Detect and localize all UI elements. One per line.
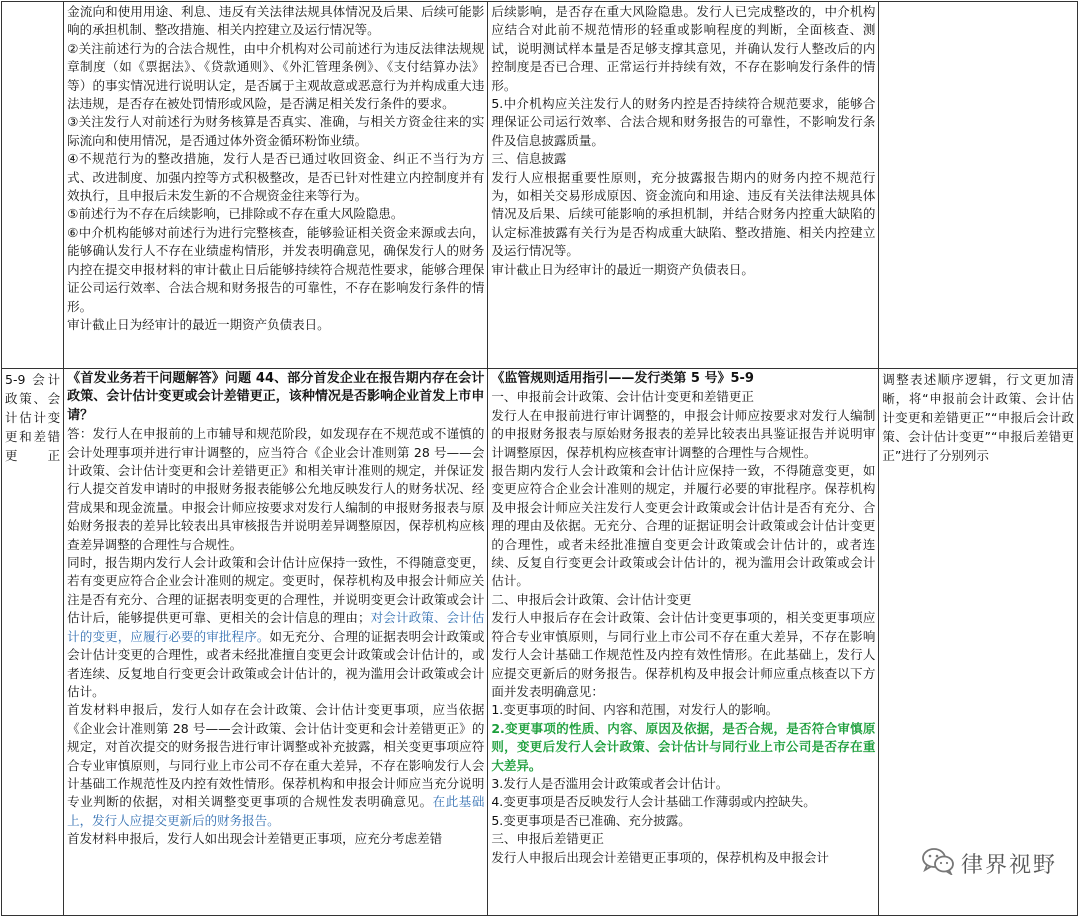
cell-heading: 《监管规则适用指引——发行类第 5 号》5-9	[491, 371, 754, 386]
paragraph: 发行人应根据重要性原则，充分披露报告期内的财务内控不规范行为，如相关交易形成原因、资金流向和用途、违反有关法律法规具体情况及后果、后续可能影响的承担机制，并结合财务内控重大缺陷的认定标准披露有关行为是否构成重大缺陷、整改措施、相关内控建立及运行情况等。	[491, 169, 876, 259]
table-row	[2, 369, 1078, 916]
table-row	[2, 2, 1078, 369]
paragraph: ②关注前述行为的合法合规性，由中介机构对公司前述行为违反法律法规规章制度（如《票据法》、《贷款通则》、《外汇管理条例》、《支付结算办法》等）的事实情况进行说明认定，是否属于主观故意或恶意行为并构成重大违法违规，是否存在被处罚情形或风险，是否满足相关发行条件的要求。	[67, 40, 485, 112]
paragraph	[67, 701, 484, 830]
comparison-table	[1, 1, 1078, 916]
paragraph: 审计截止日为经审计的最近一期资产负债表日。	[491, 261, 754, 277]
row1-col0-cell	[2, 2, 64, 369]
text-span: 首发材料申报后，发行人如存在会计政策、会计估计变更事项，应当依据《企业会计准则第 28 号——会计政策、会计估计变更和会计差错更正》的规定，对首次提交的财务报告进行审计调整或补充披露，相关变更事项应符合专业审慎原则，与同行业上市公司不存在重大差异，不存在影响发行人会计基础工作规范性及内控有效性情形。保荐机构和申报会计师应当充分说明专业判断的依据，对相关调整变更事项的合规性发表明确意见。	[67, 702, 485, 810]
row1-col1-cell	[64, 2, 488, 369]
paragraph: 后续影响，是否存在重大风险隐患。发行人已完成整改的，中介机构应结合对此前不规范情形的轻重或影响程度的判断，全面核查、测试，说明测试样本量是否足够支撑其意见，并确认发行人整改后的内控制度是否已合理、正常运行并持续有效，不存在影响发行条件的情形。	[491, 4, 876, 93]
section-heading: 三、申报后差错更正	[491, 831, 604, 847]
list-item: 1.变更事项的时间、内容和范围，对发行人的影响。	[491, 702, 779, 718]
text-span: 如无充分、合理的证据表明会计政策或会计估计变更的合理性，或者未经批准擅自变更会计政策或会计估计的，或者连续、反复地自行变更会计政策或会计估计的，视为滥用会计政策或会计估计。	[67, 628, 485, 699]
paragraph	[67, 554, 484, 701]
list-item: 5.变更事项是否已准确、充分披露。	[491, 812, 691, 828]
section-heading: 一、申报前会计政策、会计估计变更和差错更正	[491, 389, 754, 405]
list-item: 4.变更事项是否反映发行人会计基础工作薄弱或内控缺失。	[491, 794, 816, 810]
row1-col3-cell	[879, 2, 1078, 369]
text-span: 同时，报告期内发行人会计政策和会计估计应保持一致性，不得随意变更，若有变更应符合企业会计准则的规定。变更时，保荐机构及申报会计师应关注是否有充分、合理的证据表明变更的合理性，并说明变更会计政策或会计估计后，能够提供更可靠、更相关的会计信息的理由；	[67, 555, 485, 626]
highlighted-text: 对会计政策、会计估计的变更，应履行必要的审批程序。	[67, 610, 485, 644]
change-note: 调整表述顺序逻辑，行文更加清晰，将“申报前会计政策、会计估计变更和差错更正”“申报后会计政策、会计估计变更”“申报后差错更正”进行了分别列示	[882, 372, 1074, 463]
paragraph: 报告期内发行人会计政策和会计估计应保持一致，不得随意变更，如变更应符合企业会计准则的规定，并履行必要的审批程序。保荐机构及申报会计师应关注发行人变更会计政策或会计估计是否有充分、合理的理由及依据。无充分、合理的证据证明会计政策或会计估计变更的合理性，或者未经批准擅自变更会计政策或会计估计的，或者连续、反复自行变更会计政策或会计估计的，视为滥用会计政策或会计估计。	[491, 463, 876, 589]
paragraph: 首发材料申报后，发行人如出现会计差错更正事项，应充分考虑差错	[67, 831, 443, 847]
paragraph: 5.中介机构应关注发行人的财务内控是否持续符合规范要求，能够合理保证公司运行效率、合法合规和财务报告的可靠性，不影响发行条件及信息披露质量。	[491, 96, 876, 148]
paragraph: 审计截止日为经审计的最近一期资产负债表日。	[67, 316, 330, 332]
section-heading: 二、申报后会计政策、会计估计变更	[491, 591, 692, 607]
highlighted-text: 在此基础上，发行人应提交更新后的财务报告。	[67, 794, 485, 828]
paragraph: ⑥中介机构能够对前述行为进行完整核查，能够验证相关资金来源或去向，能够确认发行人不存在业绩虚构情形，并发表明确意见，确保发行人的财务内控在提交申报材料的审计截止日后能够持续符合规范性要求，能够合理保证公司运行效率、合法合规和财务报告的可靠性，不存在影响发行条件的情形。	[67, 224, 485, 314]
paragraph: 金流向和使用用途、利息、违反有关法律法规具体情况及后果、后续可能影响的承担机制、整改措施、相关内控建立及运行情况等。	[67, 4, 485, 38]
watermark	[917, 845, 1061, 881]
paragraph: ⑤前述行为不存在后续影响，已排除或不存在重大风险隐患。	[67, 206, 404, 222]
paragraph: 发行人申报后出现会计差错更正事项的，保荐机构及申报会计	[491, 849, 829, 865]
row1-col2-cell	[488, 2, 879, 369]
wechat-icon	[921, 847, 955, 879]
row2-col0-cell	[2, 369, 64, 916]
row2-col1-cell	[64, 369, 488, 916]
row2-col2-cell	[488, 369, 879, 916]
cell-heading: 《首发业务若干问题解答》问题 44、部分首发企业在报告期内存在会计政策、会计估计变更或会计差错更正，该种情况是否影响企业首发上市申请？	[67, 371, 485, 423]
paragraph: 答：发行人在申报前的上市辅导和规范阶段，如发现存在不规范或不谨慎的会计处理事项并进行审计调整的，应当符合《企业会计准则第 28 号——会计政策、会计估计变更和会计差错更正》和相关审计准则的规定，并保证发行人提交首发申请时的申报财务报表能够公允地反映发行人的财务状况、经营成果和现金流量。申报会计师应按要求对发行人编制的申报财务报表与原始财务报表的差异比较表出具审核报告并说明差异调整原因，保荐机构应核查差异调整的合理性与合规性。	[67, 426, 485, 552]
paragraph: ③关注发行人对前述行为财务核算是否真实、准确，与相关方资金往来的实际流向和使用情况，是否通过体外资金循环粉饰业绩。	[67, 114, 485, 148]
paragraph: ④不规范行为的整改措施，发行人是否已通过收回资金、纠正不当行为方式、改进制度、加强内控等方式积极整改，是否已针对性建立内控制度并有效执行，且申报后未发生新的不合规资金往来等行为。	[67, 151, 485, 204]
paragraph: 发行人申报后存在会计政策、会计估计变更事项的，相关变更事项应符合专业审慎原则，与同行业上市公司不存在重大差异，不存在影响发行人会计基础工作规范性及内控有效性情形。在此基础上，发行人应提交更新后的财务报告。保荐机构及申报会计师应重点核查以下方面并发表明确意见：	[491, 610, 876, 699]
watermark-text: 律界视野	[960, 852, 1057, 878]
section-heading: 三、信息披露	[491, 151, 567, 167]
row2-col3-cell	[879, 369, 1078, 916]
section-label: 5-9 会计政策、会计估计变更和差错更正	[5, 372, 61, 463]
paragraph: 发行人在申报前进行审计调整的，申报会计师应按要求对发行人编制的申报财务报表与原始财务报表的差异比较表出具鉴证报告并说明审计调整原因，保荐机构应核查审计调整的合理性与合规性。	[491, 407, 876, 460]
list-item: 3.发行人是否滥用会计政策或者会计估计。	[491, 775, 729, 791]
highlighted-list-item: 2.变更事项的性质、内容、原因及依据，是否合规，是否符合审慎原则，变更后发行人会计政策、会计估计与同行业上市公司是否存在重大差异。	[491, 720, 876, 773]
